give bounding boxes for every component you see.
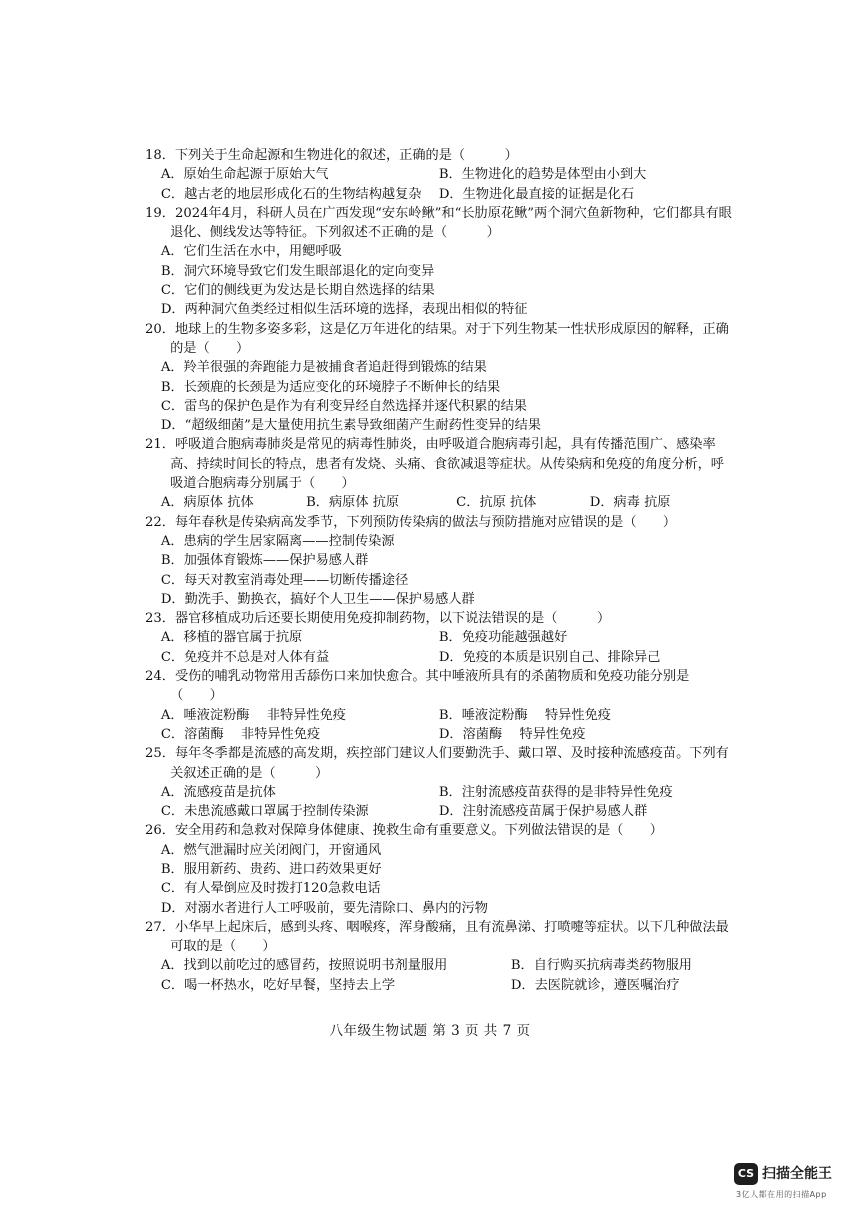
answer-option-row	[145, 185, 735, 204]
answer-option: C．越古老的地层形成化石的生物结构越复杂	[160, 186, 422, 202]
question-20	[145, 320, 735, 436]
answer-option: C．每天对教室消毒处理——切断传播途径	[160, 572, 409, 588]
question-stem: 27．小华早上起床后，感到头疼、咽喉疼，浑身酸痛，且有流鼻涕、打喷嚏等症状。以下几种做法最可取的是（ ）	[145, 919, 729, 955]
question-stem: 18．下列关于生命起源和生物进化的叙述，正确的是（ ）	[145, 148, 518, 163]
question-stem: 22．每年春秋是传染病高发季节，下列预防传染病的做法与预防措施对应错误的是（ ）	[145, 514, 677, 530]
question-stem: 21．呼吸道合胞病毒肺炎是常见的病毒性肺炎，由呼吸道合胞病毒引起，具有传播范围广、感染率高、持续时间长的特点，患者有发烧、头痛、食欲减退等症状。从传染病和免疫的角度分析，呼吸道合胞病毒分别属于（ ）	[145, 437, 724, 492]
question-stem: 19．2024年4月，科研人员在广西发现“安东岭鳅”和“长肋原花鳅”两个洞穴鱼新物种，它们都具有眼退化、侧线发达等特征。下列叙述不正确的是（ ）	[145, 205, 732, 241]
answer-option: D．对溺水者进行人工呼吸前，要先清除口、鼻内的污物	[160, 900, 488, 916]
answer-option: D．免疫的本质是识别自己、排除异己	[438, 649, 661, 665]
camscanner-logo-icon: CS	[734, 1163, 758, 1185]
answer-option: D．两种洞穴鱼类经过相似生活环境的选择，表现出相似的特征	[160, 302, 528, 318]
answer-option-row	[145, 956, 735, 975]
question-26	[145, 821, 735, 917]
answer-option: B．病原体 抗原	[306, 495, 400, 511]
question-stem: 20．地球上的生物多姿多彩，这是亿万年进化的结果。对于下列生物某一性状形成原因的解释，正确的是（ ）	[145, 321, 729, 356]
answer-option: A．原始生命起源于原始大气	[160, 167, 329, 183]
answer-option: C．溶菌酶 非特异性免疫	[160, 726, 321, 742]
answer-option: B．加强体育锻炼——保护易感人群	[160, 553, 369, 569]
answer-option: B．长颈鹿的长颈是为适应变化的环境脖子不断伸长的结果	[160, 379, 501, 395]
answer-option: B．免疫功能越强越好	[438, 630, 568, 646]
answer-option: D．溶菌酶 特异性免疫	[438, 726, 586, 742]
answer-option: A．流感疫苗是抗体	[160, 784, 276, 800]
answer-option-row	[145, 165, 735, 184]
answer-option-row	[145, 706, 735, 725]
answer-option: C．免疫并不总是对人体有益	[160, 649, 330, 665]
answer-option: A．它们生活在水中，用鳃呼吸	[160, 244, 342, 260]
answer-option: B．洞穴环境导致它们发生眼部退化的定向变异	[160, 263, 435, 279]
answer-option: D．“超级细菌”是大量使用抗生素导致细菌产生耐药性变异的结果	[160, 418, 541, 434]
answer-option: D．去医院就诊，遵医嘱治疗	[510, 977, 680, 993]
question-27	[145, 918, 735, 995]
answer-option: A．患病的学生居家隔离——控制传染源	[160, 533, 395, 549]
answer-option-row	[145, 648, 735, 667]
scanner-watermark	[734, 1161, 844, 1203]
answer-option: A．唾液淀粉酶 非特异性免疫	[160, 707, 346, 723]
question-stem: 25．每年冬季都是流感的高发期，疾控部门建议人们要勤洗手、戴口罩、及时接种流感疫苗。下列有关叙述正确的是（ ）	[145, 746, 729, 781]
watermark-app-name: 扫描全能王	[762, 1166, 832, 1182]
question-24	[145, 667, 735, 744]
answer-option: A．病原体 抗体	[160, 495, 254, 511]
answer-option: A．找到以前吃过的感冒药，按照说明书剂量服用	[160, 958, 448, 974]
answer-option: D．勤洗手、勤换衣，搞好个人卫生——保护易感人群	[160, 591, 475, 607]
answer-option-row	[145, 628, 735, 647]
answer-option: B．注射流感疫苗获得的是非特异性免疫	[438, 784, 673, 800]
answer-option-row	[145, 725, 735, 744]
answer-option: C．喝一杯热水，吃好早餐，坚持去上学	[160, 977, 396, 993]
answer-option: C．雷鸟的保护色是作为有利变异经自然选择并逐代积累的结果	[160, 398, 527, 414]
answer-option-row	[145, 493, 735, 512]
answer-option: D．注射流感疫苗属于保护易感人群	[438, 804, 648, 820]
question-19	[145, 204, 735, 320]
question-stem: 23．器官移植成功后还要长期使用免疫抑制药物，以下说法错误的是（ ）	[145, 611, 611, 627]
question-list	[145, 146, 735, 995]
question-22	[145, 513, 735, 609]
answer-option: A．移植的器官属于抗原	[160, 630, 303, 646]
answer-option: C．未患流感戴口罩属于控制传染源	[160, 804, 369, 820]
page-footer: 八年级生物试题 第 3 页 共 7 页	[329, 1023, 531, 1039]
question-stem: 26．安全用药和急救对保障身体健康、挽救生命有重要意义。下列做法错误的是（ ）	[145, 823, 663, 839]
question-18	[145, 146, 735, 204]
answer-option: C．它们的侧线更为发达是长期自然选择的结果	[160, 283, 435, 299]
answer-option-row	[145, 783, 735, 802]
answer-option: B．生物进化的趋势是体型由小到大	[438, 167, 647, 183]
answer-option: D．病毒 抗原	[589, 495, 671, 511]
question-23	[145, 609, 735, 667]
answer-option: C．抗原 抗体	[456, 495, 537, 511]
answer-option: A．燃气泄漏时应关闭阀门，开窗通风	[160, 842, 382, 858]
question-21	[145, 435, 735, 512]
question-25	[145, 744, 735, 821]
answer-option: B．唾液淀粉酶 特异性免疫	[438, 707, 611, 723]
answer-option: C．有人晕倒应及时拨打120急救电话	[160, 881, 381, 897]
answer-option: A．羚羊很强的奔跑能力是被捕食者追赶得到锻炼的结果	[160, 360, 487, 376]
answer-option: B．服用新药、贵药、进口药效果更好	[160, 861, 382, 877]
watermark-tagline: 3亿人都在用的扫描App	[736, 1190, 827, 1199]
answer-option: D．生物进化最直接的证据是化石	[438, 186, 635, 202]
question-stem: 24．受伤的哺乳动物常用舌舔伤口来加快愈合。其中唾液所具有的杀菌物质和免疫功能分别是（ ）	[145, 669, 690, 704]
answer-option: B．自行购买抗病毒类药物服用	[510, 958, 692, 974]
answer-option-row	[145, 802, 735, 821]
answer-option-row	[145, 976, 735, 995]
